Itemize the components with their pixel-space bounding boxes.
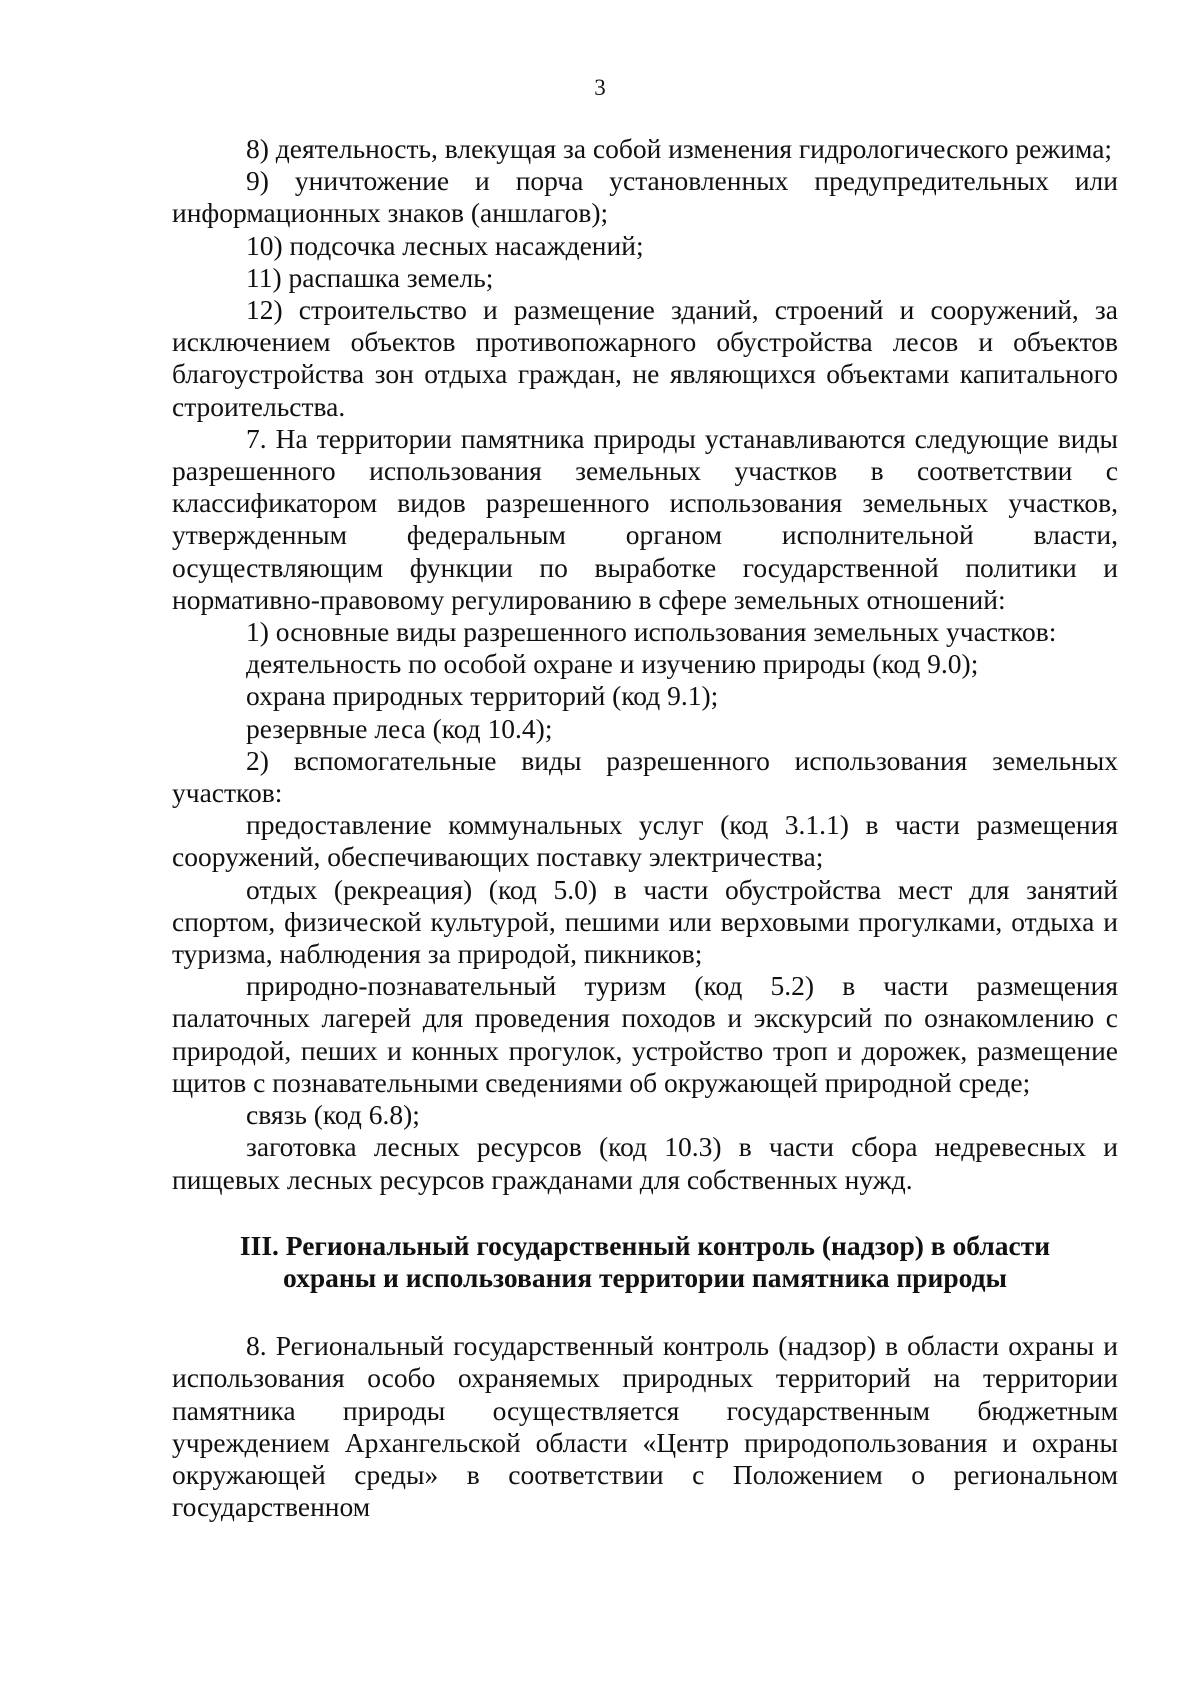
paragraph-item-9: 9) уничтожение и порча установленных предупредительных или информационных знаков (аншлагов); <box>172 165 1118 229</box>
paragraph-use-3-1-1: предоставление коммунальных услуг (код 3.1.1) в части размещения сооружений, обеспечивающих поставку электричества; <box>172 809 1118 873</box>
paragraph-use-9-0: деятельность по особой охране и изучению природы (код 9.0); <box>246 648 979 680</box>
paragraph-item-10: 10) подсочка лесных насаждений; <box>246 229 644 261</box>
section-heading <box>172 1230 1118 1294</box>
paragraph-clause-7: 7. На территории памятника природы устанавливаются следующие виды разрешенного использования земельных участков в соответствии с классификатором видов разрешенного использования земельных участков, утвержденным федеральным органом исполнительной власти, осуществляющим функции по выработке государственной политики и нормативно-правовому регулированию в сфере земельных отношений: <box>172 422 1118 615</box>
section-heading-line-2: охраны и использования территории памятника природы <box>283 1261 1007 1293</box>
paragraph-use-5-0: отдых (рекреация) (код 5.0) в части обустройства мест для занятий спортом, физической культурой, пешими или верховыми прогулками, отдыха и туризма, наблюдения за природой, пикников; <box>172 873 1118 970</box>
paragraph-clause-8: 8. Региональный государственный контроль (надзор) в области охраны и использования особо охраняемых природных территорий на территории памятника природы осуществляется государственным бюджетным учреждением Архангельской области «Центр природопользования и охраны окружающей среды» в соответствии с Положением о региональном государственном <box>172 1330 1118 1523</box>
paragraph-use-10-3: заготовка лесных ресурсов (код 10.3) в части сбора недревесных и пищевых лесных ресурсов гражданами для собственных нужд. <box>172 1131 1118 1195</box>
paragraph-main-uses-title: 1) основные виды разрешенного использования земельных участков: <box>246 616 1057 648</box>
paragraph-aux-uses-title: 2) вспомогательные виды разрешенного использования земельных участков: <box>172 744 1118 809</box>
paragraph-use-9-1: охрана природных территорий (код 9.1); <box>246 680 719 712</box>
page-number: 3 <box>594 75 606 100</box>
paragraph-item-11: 11) распашка земель; <box>246 261 494 293</box>
document-body <box>172 133 1118 1523</box>
paragraph-item-8: 8) деятельность, влекущая за собой изменения гидрологического режима; <box>246 133 1113 164</box>
section-heading-line-1: III. Региональный государственный контроль (надзор) в области <box>239 1229 1051 1261</box>
paragraph-use-10-4: резервные леса (код 10.4); <box>246 712 553 744</box>
paragraph-use-6-8: связь (код 6.8); <box>246 1099 420 1131</box>
paragraph-use-5-2: природно-познавательный туризм (код 5.2) в части размещения палаточных лагерей для проведения походов и экскурсий по ознакомлению с природой, пеших и конных прогулок, устройство троп и дорожек, размещение щитов с познавательными сведениями об окружающей природной среде; <box>172 970 1118 1098</box>
paragraph-item-12: 12) строительство и размещение зданий, строений и сооружений, за исключением объектов противопожарного обустройства лесов и объектов благоустройства зон отдыха граждан, не являющихся объектами капитального строительства. <box>172 294 1118 422</box>
